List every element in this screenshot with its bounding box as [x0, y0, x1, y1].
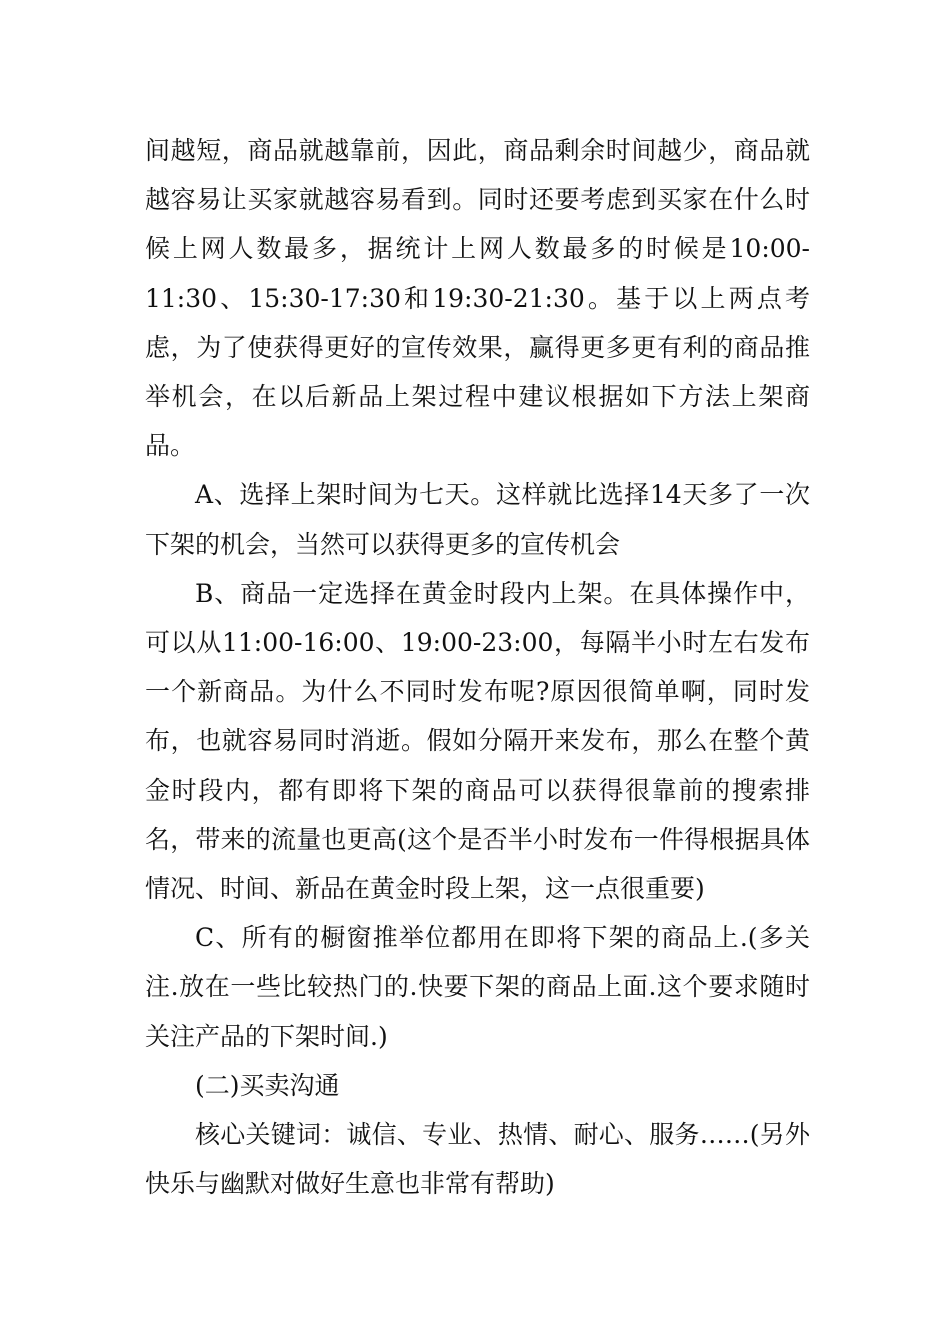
paragraph-1: 间越短，商品就越靠前，因此，商品剩余时间越少，商品就越容易让买家就越容易看到。同时还要考虑到买家在什么时候上网人数最多，据统计上网人数最多的时候是10:00-11:30、15:30-17:30和19:30-21:30。基于以上两点考虑，为了使获得更好的宣传效果，赢得更多更有利的商品推举机会，在以后新品上架过程中建议根据如下方法上架商品。 [145, 136, 810, 461]
paragraph-3: B、商品一定选择在黄金时段内上架。在具体操作中，可以从11:00-16:00、19:00-23:00，每隔半小时左右发布一个新商品。为什么不同时发布呢?原因很简单啊，同时发布，也就容易同时消逝。假如分隔开来发布，那么在整个黄金时段内，都有即将下架的商品可以获得很靠前的搜索排名，带来的流量也更高(这个是否半小时发布一件得根据具体情况、时间、新品在黄金时段上架，这一点很重要) [145, 578, 810, 904]
section-heading: (二)买卖沟通 [195, 1070, 340, 1100]
paragraph-2: A、选择上架时间为七天。这样就比选择14天多了一次下架的机会，当然可以获得更多的宣传机会 [145, 480, 810, 559]
paragraph-4: C、所有的橱窗推举位都用在即将下架的商品上.(多关注.放在一些比较热门的.快要下架的商品上面.这个要求随时关注产品的下架时间.) [145, 923, 810, 1051]
document-body [145, 126, 810, 1208]
paragraph-6: 核心关键词：诚信、专业、热情、耐心、服务……(另外快乐与幽默对做好生意也非常有帮助) [145, 1120, 810, 1199]
